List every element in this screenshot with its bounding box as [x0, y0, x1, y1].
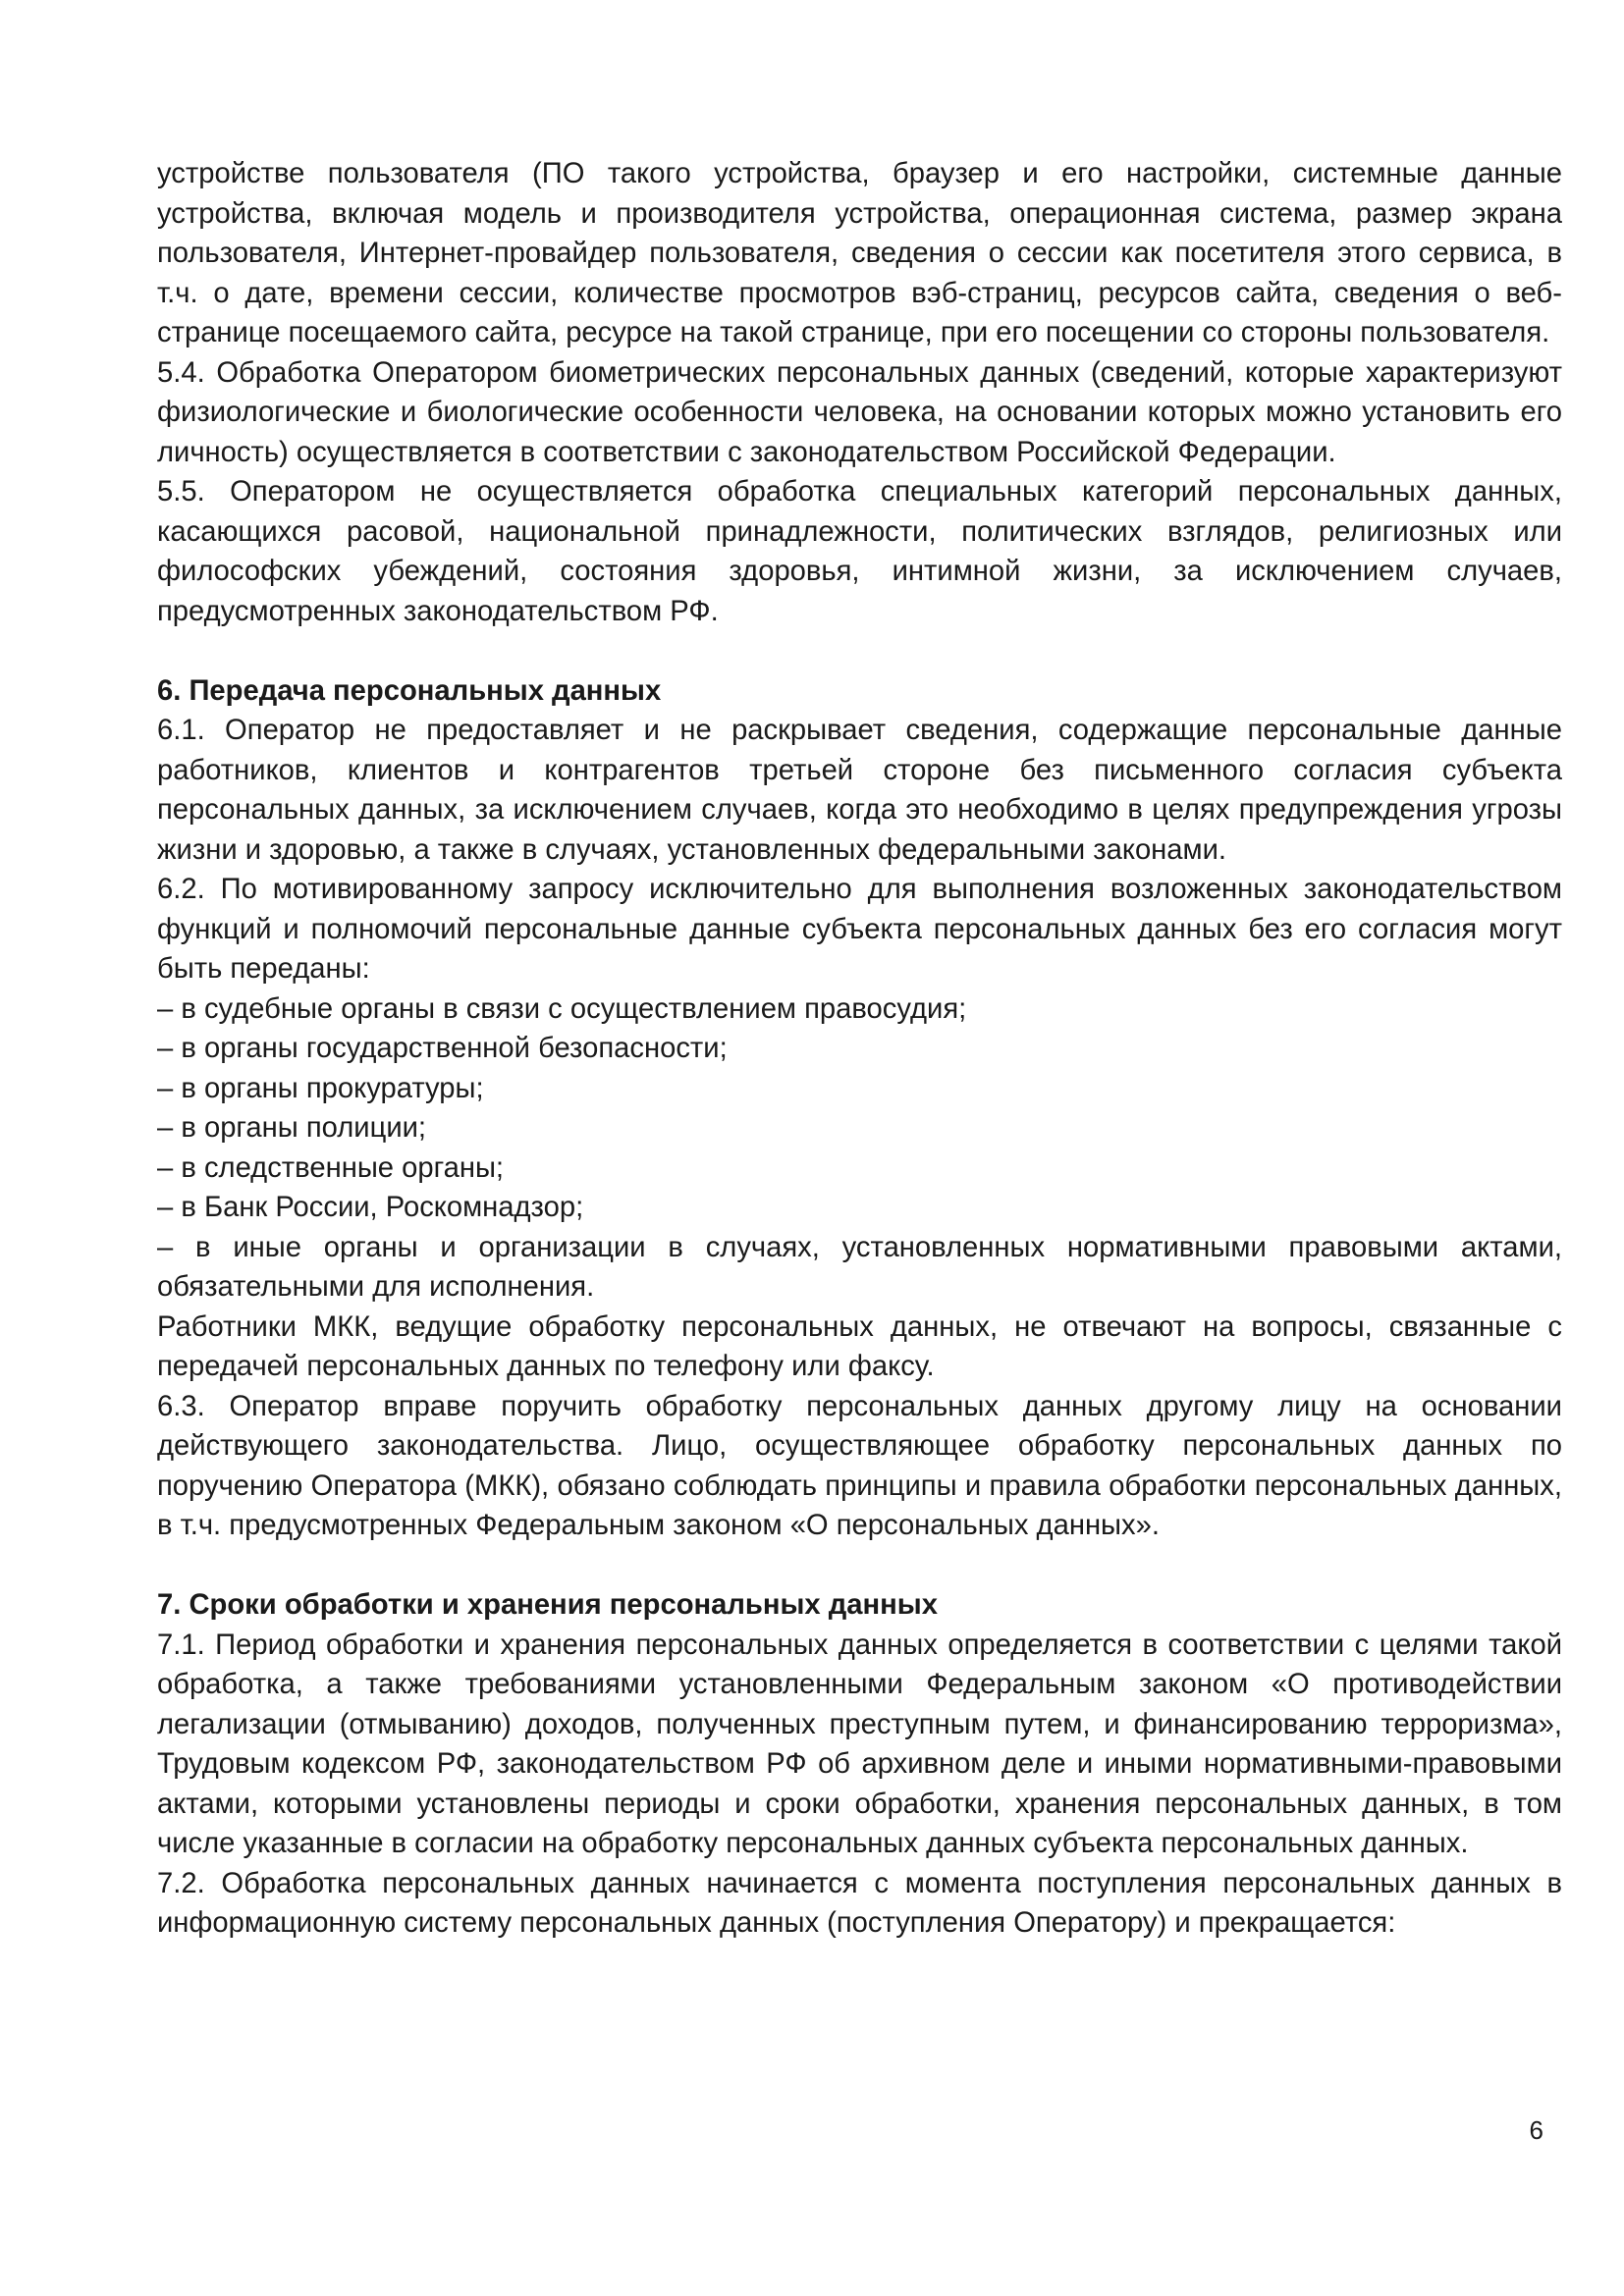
- list-item-court: – в судебные органы в связи с осуществлением правосудия;: [157, 992, 967, 1025]
- paragraph-6-3: 6.3. Оператор вправе поручить обработку персональных данных другому лицу на основании действующего законодательства. Лицо, осуществляющее обработку персональных данных по поручению Оператора (МКК), обязано соблюдать принципы и правила обработки персональных данных, в т.ч. предусмотренных Федеральным законом «О персональных данных».: [157, 1390, 1562, 1541]
- paragraph-7-1: 7.1. Период обработки и хранения персональных данных определяется в соответствии с целями такой обработка, а также требованиями установленными Федеральным законом «О противодействии легализации (отмыванию) доходов, полученных преступным путем, и финансированию терроризма», Трудовым кодексом РФ, законодательством РФ об архивном деле и иными нормативными-правовыми актами, которыми установлены периоды и сроки обработки, хранения персональных данных, в том числе указанные в согласии на обработку персональных данных субъекта персональных данных.: [157, 1629, 1562, 1859]
- section-7-heading: 7. Сроки обработки и хранения персональных данных: [157, 1589, 938, 1621]
- paragraph-employees: Работники МКК, ведущие обработку персональных данных, не отвечают на вопросы, связанные с передачей персональных данных по телефону или факсу.: [157, 1310, 1562, 1382]
- page-content: [157, 154, 1562, 1944]
- paragraph-7-2: 7.2. Обработка персональных данных начинается с момента поступления персональных данных в информационную систему персональных данных (поступления Оператору) и прекращается:: [157, 1867, 1562, 1939]
- list-item-police: – в органы полиции;: [157, 1112, 427, 1144]
- section-6-heading: 6. Передача персональных данных: [157, 674, 662, 707]
- page-number: 6: [1529, 2115, 1543, 2145]
- list-item-prosecutor: – в органы прокуратуры;: [157, 1072, 484, 1104]
- paragraph-6-2: 6.2. По мотивированному запросу исключительно для выполнения возложенных законодательством функций и полномочий персональные данные субъекта персональных данных без его согласия могут быть переданы:: [157, 874, 1562, 985]
- paragraph-5-5: 5.5. Оператором не осуществляется обработка специальных категорий персональных данных, касающихся расовой, национальной принадлежности, политических взглядов, религиозных или философских убеждений, состояния здоровья, интимной жизни, за исключением случаев, предусмотренных законодательством РФ.: [157, 476, 1562, 627]
- list-item-security: – в органы государственной безопасности;: [157, 1033, 728, 1064]
- paragraph-6-1: 6.1. Оператор не предоставляет и не раскрывает сведения, содержащие персональные данные работников, клиентов и контрагентов третьей стороне без письменного согласия субъекта персональных данных, за исключением случаев, когда это необходимо в целях предупреждения угрозы жизни и здоровью, а также в случаях, установленных федеральными законами.: [157, 715, 1562, 866]
- list-item-investigation: – в следственные органы;: [157, 1151, 505, 1184]
- paragraph-device-info: устройстве пользователя (ПО такого устройства, браузер и его настройки, системные данные устройства, включая модель и производителя устройства, операционная система, размер экрана пользователя, Интернет-провайдер пользователя, сведения о сессии как посетителя этого сервиса, в т.ч. о дате, времени сессии, количестве просмотров вэб-страниц, ресурсов сайта, сведения о веб-странице посещаемого сайта, ресурсе на такой странице, при его посещении со стороны пользователя.: [157, 158, 1562, 348]
- list-item-other-bodies: – в иные органы и организации в случаях, установленных нормативными правовыми актами, обязательными для исполнения.: [157, 1231, 1562, 1303]
- paragraph-5-4: 5.4. Обработка Оператором биометрических персональных данных (сведений, которые характеризуют физиологические и биологические особенности человека, на основании которых можно установить его личность) осуществляется в соответствии с законодательством Российской Федерации.: [157, 356, 1562, 468]
- list-item-bank: – в Банк России, Роскомнадзор;: [157, 1192, 584, 1223]
